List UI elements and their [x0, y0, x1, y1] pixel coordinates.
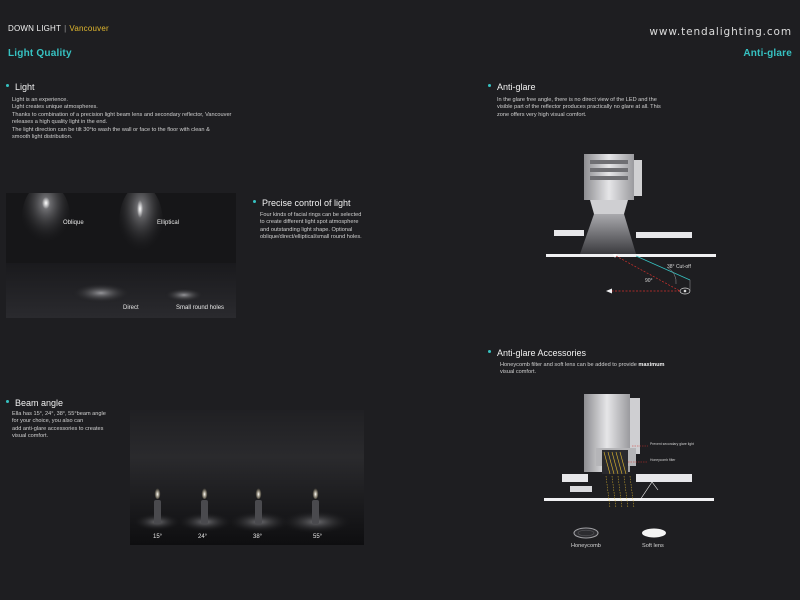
beam-label-24: 24° — [198, 534, 208, 540]
accessories-diagram — [540, 390, 740, 515]
beam-label-15: 15° — [153, 534, 163, 540]
brand-header — [8, 24, 109, 33]
bullet-dot-icon — [253, 200, 256, 203]
product-name: Vancouver — [69, 24, 109, 33]
beam-description: Ella has 15°, 24°, 38°, 55°beam angle for your choice, you also can add anti-glare accessories to creates visual comfort. — [12, 411, 106, 440]
label-direct: Direct — [123, 305, 139, 311]
bullet-dot-icon — [6, 400, 9, 403]
eye-icon — [680, 288, 690, 294]
beam-angle-illustration — [130, 410, 364, 545]
heading-accessories: Anti-glare Accessories — [488, 348, 586, 358]
precise-description: Four kinds of facial rings can be selected to create different light spot atmosphere and outstanding light shape. Optional oblique/direct/elliptical/small round holes. — [260, 212, 362, 241]
website-url[interactable]: www.tendalighting.com — [649, 26, 792, 38]
beam-label-38: 38° — [253, 534, 263, 540]
accessories-description: Honeycomb filter and soft lens can be added to provide maximum visual comfort. — [500, 362, 665, 376]
brand-separator: | — [64, 24, 67, 33]
heading-light: Light — [6, 82, 35, 92]
beam-angle-photo — [130, 410, 364, 545]
section-title-anti-glare: Anti-glare — [743, 48, 792, 59]
section-title-light-quality: Light Quality — [8, 48, 72, 59]
heading-anti-glare: Anti-glare — [488, 82, 536, 92]
callout-prevent-glare: Prevent secondary glare light — [650, 442, 694, 446]
heading-beam-angle: Beam angle — [6, 398, 63, 408]
honeycomb-label: Honeycomb — [571, 543, 601, 549]
beam-label-55: 55° — [313, 534, 323, 540]
accessories-illustration — [540, 390, 740, 515]
label-oblique: Oblique — [63, 220, 84, 226]
angle-90-label: 90° — [645, 278, 653, 284]
cutoff-diagram — [540, 150, 740, 310]
bullet-dot-icon — [6, 84, 9, 87]
heading-precise-control: Precise control of light — [253, 198, 351, 208]
cutoff-angle-label: 38° Cut-off — [667, 264, 691, 270]
brand-name: DOWN LIGHT — [8, 24, 62, 33]
anti-glare-description: In the glare free angle, there is no direct view of the LED and the visible part of the reflector produces practically no glare at all. This zone offers very high visual comfort. — [497, 97, 661, 118]
bullet-dot-icon — [488, 84, 491, 87]
soft-lens-label: Soft lens — [642, 543, 664, 549]
cutoff-illustration — [540, 150, 740, 310]
light-spots-illustration — [6, 193, 236, 318]
label-elliptical: Elliptical — [157, 220, 180, 226]
bullet-dot-icon — [488, 350, 491, 353]
callout-honeycomb-filter: Honeycomb filter — [650, 458, 676, 462]
light-distribution-photo — [6, 193, 236, 318]
light-description: Light is an experience. Light creates unique atmospheres. Thanks to combination of a precision light beam lens and secondary reflector, Vancouver releases a high quality light in the end. The light direction can be tilt 30°to wash the wall or face to the floor with clean & smooth light distribution. — [12, 97, 232, 141]
label-small-round-holes: Small round holes — [176, 305, 225, 311]
